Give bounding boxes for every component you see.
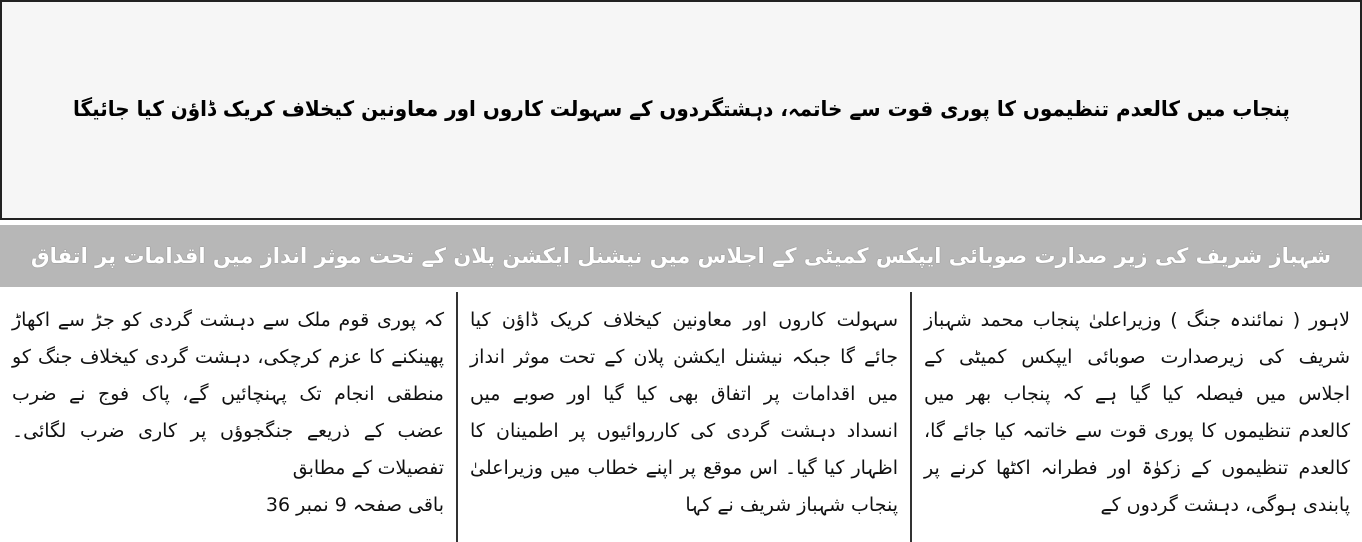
column-text: کہ پوری قوم ملک سے دہشت گردی کو جڑ سے اکھاڑ پھینکنے کا عزم کرچکی، دہشت گردی کیخلاف جنگ کو منطقی انجام تک پہنچائیں گے، پاک فوج نے ضرب عضب کے ذریعے جنگجوؤں پر کاری ضرب لگائی۔ تفصیلات کے مطابق (12, 309, 444, 479)
subheadline: شہباز شریف کی زیر صدارت صوبائی ایپکس کمیٹی کے اجلاس میں نیشنل ایکشن پلان کے تحت موثر انداز میں اقدامات پر اتفاق (30, 244, 1332, 268)
article-columns (0, 292, 1362, 542)
article-column-1 (910, 292, 1362, 542)
headline: پنجاب میں کالعدم تنظیموں کا پوری قوت سے خاتمہ، دہشتگردوں کے سہولت کاروں اور معاونین کیخلاف کریک ڈاؤن کیا جائیگا (72, 97, 1290, 122)
article-column-3 (0, 292, 456, 542)
continued-reference: باقی صفحہ 9 نمبر 36 (265, 494, 444, 516)
article-column-2 (456, 292, 910, 542)
subheadline-band (0, 222, 1362, 290)
column-text: لاہور ( نمائندہ جنگ ) وزیراعلیٰ پنجاب محمد شہباز شریف کی زیرصدارت صوبائی ایپکس کمیٹی کے اجلاس میں فیصلہ کیا گیا ہے کہ پنجاب بھر میں کالعدم تنظیموں کا پوری قوت سے خاتمہ کیا جائے گا، کالعدم تنظیموں کے زکوٰۃ اور فطرانہ اکٹھا کرنے پر پابندی ہوگی، دہشت گردوں کے (924, 309, 1350, 516)
column-text: سہولت کاروں اور معاونین کیخلاف کریک ڈاؤن کیا جائے گا جبکہ نیشنل ایکشن پلان کے تحت موثر انداز میں اقدامات پر اتفاق بھی کیا گیا اور صوبے میں انسداد دہشت گردی کی کارروائیوں پر اطمینان کا اظہار کیا گیا۔ اس موقع پر اپنے خطاب میں وزیراعلیٰ پنجاب شہباز شریف نے کہا (470, 309, 898, 516)
headline-box (0, 0, 1362, 220)
